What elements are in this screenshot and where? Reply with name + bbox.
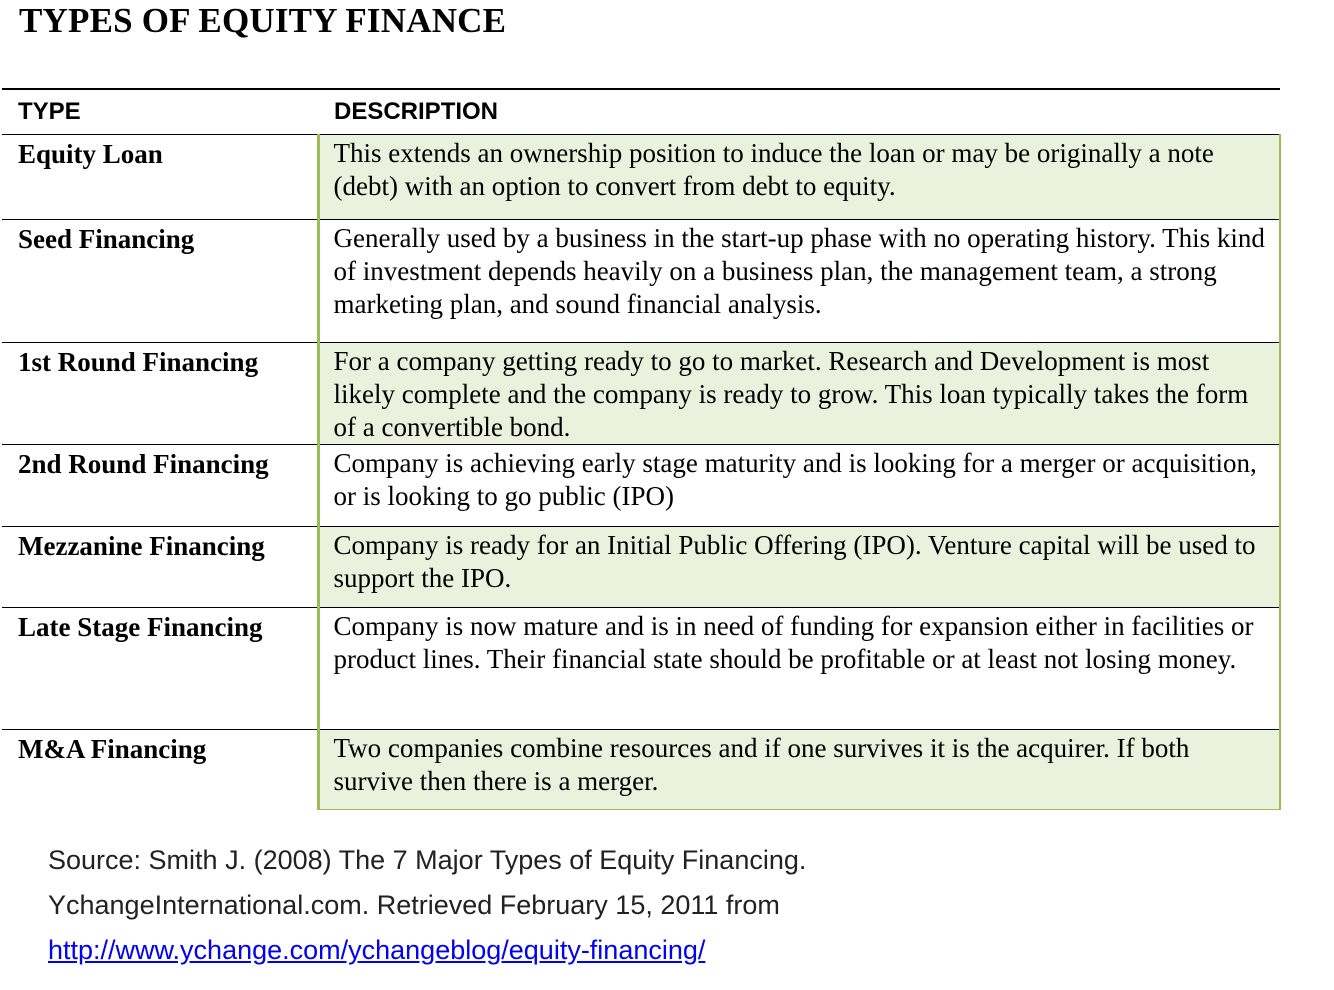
table-row	[2, 730, 1280, 810]
description-cell: For a company getting ready to go to market. Research and Development is most likely complete and the company is ready to grow. This loan typically takes the form of a convertible bond.	[318, 343, 1280, 445]
table-row	[2, 527, 1280, 608]
description-cell: This extends an ownership position to induce the loan or may be originally a note (debt) with an option to convert from debt to equity.	[318, 135, 1280, 220]
table-header-row	[2, 89, 1280, 135]
citation-line: YchangeInternational.com. Retrieved February 15, 2011 from	[48, 890, 780, 920]
description-cell: Company is ready for an Initial Public Offering (IPO). Venture capital will be used to support the IPO.	[318, 527, 1280, 608]
type-cell: 2nd Round Financing	[2, 445, 318, 527]
column-header-type: TYPE	[2, 89, 318, 135]
table-row	[2, 445, 1280, 527]
type-cell: Equity Loan	[2, 135, 318, 220]
type-cell: 1st Round Financing	[2, 343, 318, 445]
description-cell: Generally used by a business in the start-up phase with no operating history. This kind of investment depends heavily on a business plan, the management team, a strong marketing plan, and sound financial analysis.	[318, 220, 1280, 343]
source-link[interactable]: http://www.ychange.com/ychangeblog/equity-financing/	[48, 935, 706, 965]
source-citation	[48, 838, 806, 973]
table-row	[2, 608, 1280, 730]
citation-line: Source: Smith J. (2008) The 7 Major Types of Equity Financing.	[48, 845, 807, 875]
type-cell: Seed Financing	[2, 220, 318, 343]
description-cell: Company is now mature and is in need of funding for expansion either in facilities or product lines. Their financial state should be profitable or at least not losing money.	[318, 608, 1280, 730]
table-row	[2, 343, 1280, 445]
type-cell: Late Stage Financing	[2, 608, 318, 730]
table-row	[2, 135, 1280, 220]
description-cell: Two companies combine resources and if one survives it is the acquirer. If both survive then there is a merger.	[318, 730, 1280, 810]
page-title: TYPES OF EQUITY FINANCE	[19, 1, 507, 40]
table-row	[2, 220, 1280, 343]
equity-types-table	[2, 88, 1281, 810]
description-cell: Company is achieving early stage maturity and is looking for a merger or acquisition, or is looking to go public (IPO)	[318, 445, 1280, 527]
type-cell: M&A Financing	[18, 734, 207, 764]
column-header-description: DESCRIPTION	[318, 89, 1280, 135]
type-cell: Mezzanine Financing	[2, 527, 318, 608]
